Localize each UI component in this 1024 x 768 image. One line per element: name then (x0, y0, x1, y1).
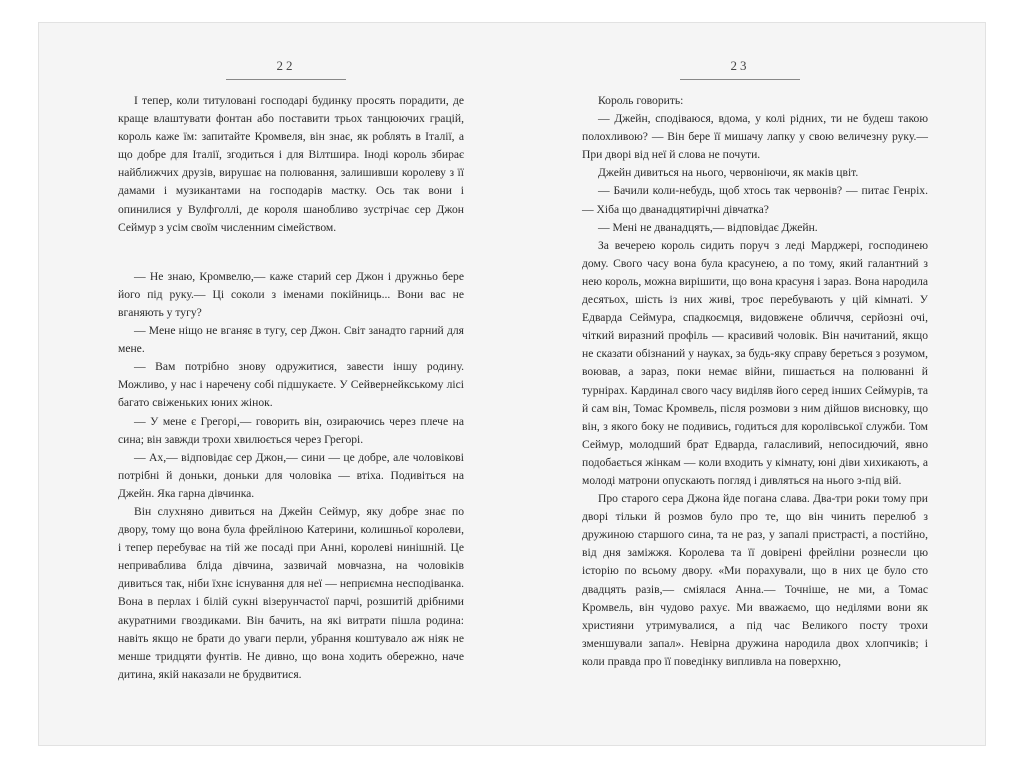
paragraph: — Бачили коли-небудь, щоб хтось так червонів? — питає Генріх.— Хіба що дванадцятирічні дівчатка? (582, 184, 928, 216)
paragraph: — Джейн, сподіваюся, вдома, у колі рідних, ти не будеш такою полохливою? — Він бере її мишачу лапку у свою величезну руку.— При дворі від неї й слова не почути. (582, 112, 928, 162)
page-number-left: 22 (276, 58, 296, 73)
right-page-text (582, 92, 928, 671)
page-number-rule-right (680, 79, 800, 80)
paragraph: — Мене ніщо не вганяє в тугу, сер Джон. Світ занадто гарний для мене. (118, 324, 464, 356)
paragraph: І тепер, коли титуловані господарі будинку просять порадити, де краще влаштувати фонтан або поставити трьох танцюючих грацій, король каже їм: запитайте Кромвеля, він знає, як роблять в Італії, а що добре для Італії, згодиться і для Вілтшира. Іноді король збирає найближчих друзів, вирушає на полювання, залишивши королеву з її дамами і музикантами на господарів мастку. Ось так вони і опинилися у Вулфголлі, де короля шанобливо зустрічає сер Джон Сеймур з усім своїм численним сімейством. (118, 94, 464, 234)
book-spread (38, 22, 986, 746)
paragraph: Про старого сера Джона йде погана слава. Два-три роки тому при дворі тільки й розмов було про те, що він чинить перелюб з дружиною старшого сина, та не раз, у запалі пристрасті, а постійно, від дня заміжжя. Королева та її довірені фрейліни рознесли цю історію по всьому двору. «Ми порахували, що в них це було сто двадцять разів,— сміялася Анна.— Точніше, не ми, а Томас Кромвель, він чудово рахує. Ми вважаємо, що неділями вони як християни утримувалися, а під час Великого посту трохи зменшували запал». Невірна дружина народила двох хлопчиків; і коли правда про її поведінку випливла на поверхню, (582, 492, 928, 668)
right-page (512, 22, 986, 746)
paragraph: Він слухняно дивиться на Джейн Сеймур, яку добре знає по двору, тому що вона була фрейліною Катерини, колишньої королеви, і тепер перебуває на тій же посаді при Анні, королеві нинішній. Це неприваблива бліда дівчина, зазвичай мовчазна, на чоловіків дивиться так, ніби їхнє існування для неї — неприємна несподіванка. Вона в перлах і білій сукні візерунчастої парчі, розшитій дрібними акуратними гвоздиками. Він бачить, на які витрати пішла родина: навіть якщо не брати до уваги перли, убрання коштувало аж ніяк не менше тридцяти фунтів. Не дивно, що вона ходить обережно, наче дитина, якій наказали не брудвитися. (118, 504, 464, 681)
paragraph: Король говорить: (598, 94, 684, 107)
paragraph: — Вам потрібно знову одружитися, завести іншу родину. Можливо, у нас і наречену собі підшукаєте. У Сейвернейкському лісі багато свіженьких юних жінок. (118, 360, 464, 410)
page-number-rule-left (226, 79, 346, 80)
paragraph: За вечерею король сидить поруч з леді Марджері, господинею дому. Свого часу вона була красунею, а по тому, який галантний з нею король, можна вирішити, що вона красуня і зараз. Вона народила десятьох, шість із них живі, троє перебувають у цій кімнаті. У Едварда Сеймура, спадкоємця, видовжене обличчя, серйозні очі, чіткий виразний профіль — красивий чоловік. Він начитаний, якщо не сказати обізнаний у науках, за будь-яку справу береться з розумом, воював, а зараз, поки немає війни, пишається на полюванні й турнірах. Кардинал свого часу виділяв його серед інших Сеймурів, та й сам він, Томас Кромвель, після розмови з ним дійшов висновку, що він, з якого боку не подивись, годиться для королівської служби. Том Сеймур, молодший брат Едварда, галасливий, непосидючий, явно подобається жінкам — коли входить у кімнату, юні діви хихикають, а молоді матрони опускають погляд і дивляться на нього з-під вій. (582, 238, 928, 487)
paragraph: — Мені не дванадцять,— відповідає Джейн. (598, 220, 818, 234)
page-number-right: 23 (730, 58, 750, 73)
paragraph: — У мене є Грегорі,— говорить він, озираючись через плече на сина; він завжди трохи хвилюється через Грегорі. (118, 414, 464, 446)
left-page-text (118, 92, 464, 684)
paragraph: Джейн дивиться на нього, червоніючи, як маків цвіт. (598, 166, 859, 180)
paragraph: — Не знаю, Кромвелю,— каже старий сер Джон і дружньо бере його під руку.— Ці соколи з іменами покійниць... Вони вас не вганяють у тугу? (118, 269, 464, 319)
paragraph: — Ах,— відповідає сер Джон,— сини — це добре, але чоловікові потрібні й доньки, доньки для чоловіка — втіха. Подивіться на Джейн. Яка гарна дівчинка. (118, 450, 464, 500)
left-page (38, 22, 512, 746)
